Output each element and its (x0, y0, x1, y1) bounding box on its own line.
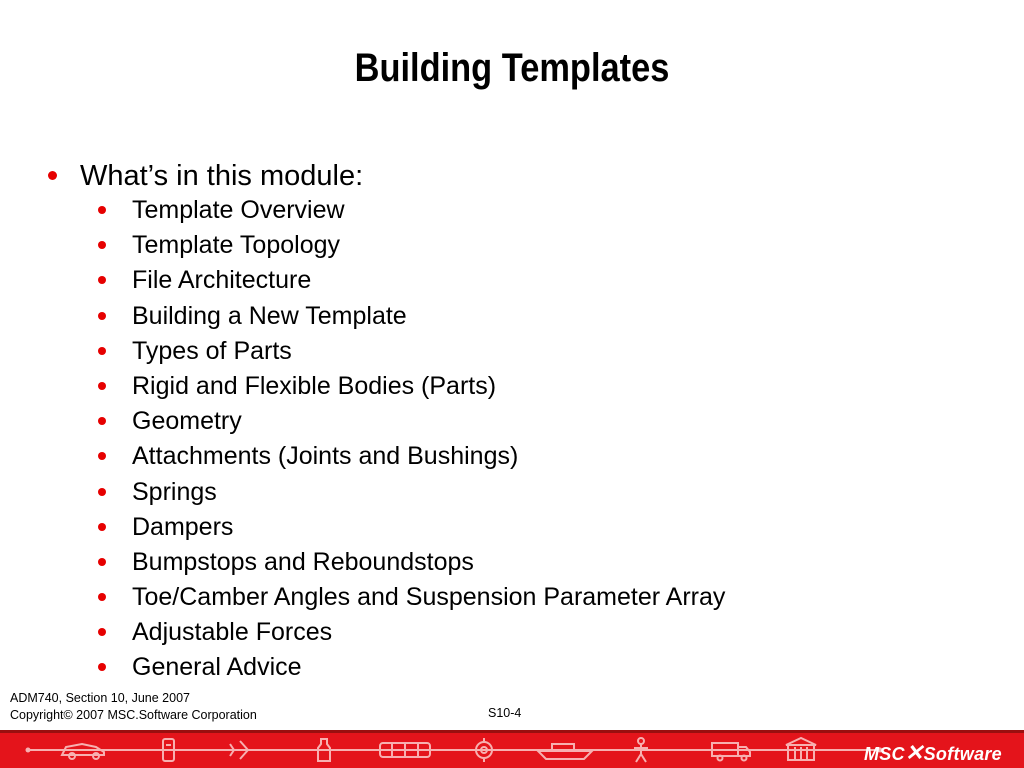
airplane-icon (230, 741, 262, 759)
bullet-dot-icon (98, 628, 106, 636)
sub-bullet-text: File Architecture (132, 266, 312, 295)
sub-bullet (48, 405, 948, 440)
sub-bullet (48, 194, 948, 229)
sub-bullet-text: Dampers (132, 512, 234, 541)
bullet-dot-icon (98, 663, 106, 671)
sub-bullet-text: General Advice (132, 653, 302, 682)
truck-icon (712, 743, 750, 761)
sub-bullet (48, 476, 948, 511)
sub-bullet-text: Types of Parts (132, 336, 292, 365)
sub-bullet-text: Template Topology (132, 231, 341, 260)
ship-icon (538, 744, 592, 759)
sub-bullet-text: Template Overview (132, 196, 345, 224)
sub-bullet-text: Attachments (Joints and Bushings) (132, 442, 519, 471)
bullet-dot-icon (98, 276, 106, 284)
sub-bullet-text: Toe/Camber Angles and Suspension Parameter Array (132, 583, 726, 612)
sub-bullet-text: Building a New Template (132, 301, 407, 330)
msc-software-logo: MSC✕Software (863, 740, 1002, 765)
bullet-dot-icon (98, 452, 106, 460)
sub-bullet (48, 616, 948, 651)
sub-bullet (48, 511, 948, 546)
bullet-dot-icon (98, 241, 106, 249)
sub-bullet (48, 370, 948, 405)
car-icon (62, 744, 104, 759)
sub-bullet (48, 546, 948, 581)
footer-band (0, 730, 1024, 768)
bullet-dot-icon (98, 558, 106, 566)
bullet-dot-icon (98, 382, 106, 390)
sub-bullet (48, 229, 948, 264)
footer-copyright-line: Copyright© 2007 MSC.Software Corporation (10, 708, 257, 722)
bullet-dot-icon (98, 347, 106, 355)
sub-bullet-text: Adjustable Forces (132, 618, 333, 647)
sub-bullet (48, 581, 948, 616)
sub-bullet-list (48, 194, 948, 687)
sub-bullet-text: Bumpstops and Reboundstops (132, 547, 474, 576)
sub-bullet-text: Springs (132, 477, 217, 506)
sub-bullet (48, 264, 948, 299)
bullet-dot-icon (98, 312, 106, 320)
bullet-dot-icon (98, 593, 106, 601)
sub-bullet-text: Rigid and Flexible Bodies (Parts) (132, 371, 497, 400)
sub-bullet (48, 651, 948, 686)
sub-bullet (48, 335, 948, 370)
main-bullet (48, 158, 948, 194)
footer-course-line: ADM740, Section 10, June 2007 (10, 691, 190, 705)
slide-title: Building Templates (354, 46, 670, 90)
bullet-dot-icon (98, 488, 106, 496)
sub-bullet (48, 300, 948, 335)
page-number: S10-4 (488, 706, 522, 720)
bullet-dot-icon (98, 523, 106, 531)
sub-bullet (48, 440, 948, 475)
sub-bullet-text: Geometry (132, 407, 242, 436)
main-bullet-text: What’s in this module: (80, 160, 364, 192)
footer-copyright (10, 690, 257, 724)
bullet-dot-icon (48, 171, 57, 180)
bullet-dot-icon (98, 417, 106, 425)
bullet-dot-icon (98, 206, 106, 214)
bullet-list (48, 158, 948, 687)
